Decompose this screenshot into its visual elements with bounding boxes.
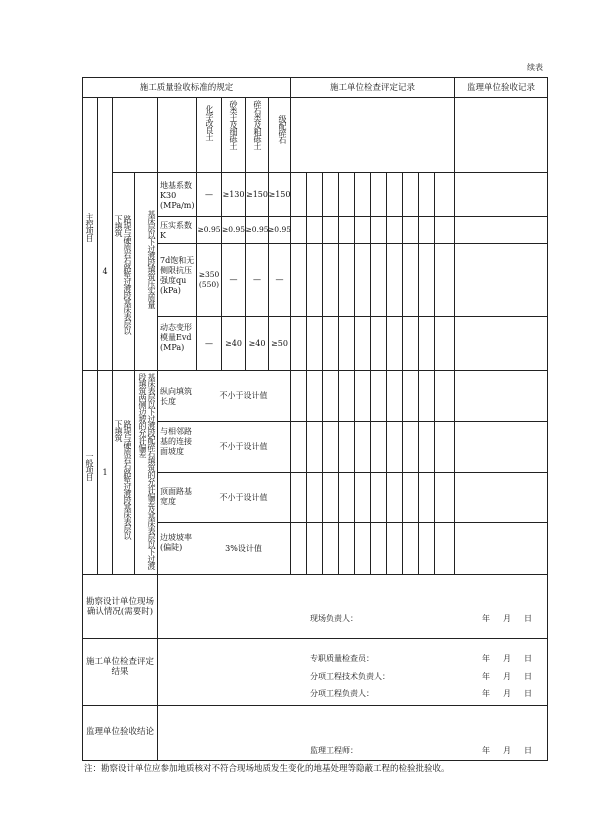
contractor-date-year-3: 年 <box>482 689 490 698</box>
header-standard: 施工质量验收标准的规定 <box>139 82 234 93</box>
supervisor-date-day: 日 <box>524 746 532 755</box>
general-row-slope-label: 与相邻路基的连接面坡度 <box>160 427 192 456</box>
row-k-chemical: ≥0.95 <box>197 225 221 234</box>
general-row-batter-value: 3%设计值 <box>225 543 262 553</box>
main-control-category: 主控项目 <box>85 213 94 241</box>
general-row-width-value: 不小于设计值 <box>219 492 268 502</box>
contractor-date-year-1: 年 <box>482 654 490 663</box>
fill-type-graded: 级配碎石 <box>278 115 287 143</box>
survey-date-day: 日 <box>524 614 532 623</box>
general-row-length-value: 不小于设计值 <box>219 391 268 400</box>
row-k-label: 压实系数K <box>160 221 192 240</box>
contractor-date-day-1: 日 <box>524 654 532 663</box>
survey-person: 现场负责人： <box>310 614 358 623</box>
row-k-sand: ≥0.95 <box>222 225 245 234</box>
general-row-width-label: 顶面路基宽度 <box>160 487 192 506</box>
row-qu-label: 7d饱和无侧限抗压强度qu (kPa) <box>160 256 195 295</box>
fill-type-chemical: 化学改良土 <box>205 105 214 140</box>
contractor-date-day-3: 日 <box>524 689 532 698</box>
row-evd-graded: ≥50 <box>271 338 288 348</box>
general-row-slope-value: 不小于设计值 <box>219 442 268 451</box>
general-number: 1 <box>102 467 108 477</box>
supervisor-person: 监理工程师： <box>310 746 358 755</box>
supervisor-date-month: 月 <box>503 746 511 755</box>
continuation-label: 续表 <box>527 63 543 72</box>
row-qu-graded: — <box>275 275 284 284</box>
fill-type-gravel: 碎石类及粗砾土 <box>253 100 262 149</box>
survey-label: 勘察设计单位现场确认情况(需要时) <box>86 597 155 617</box>
contractor-date-month-1: 月 <box>503 654 511 663</box>
main-control-number: 4 <box>102 266 108 276</box>
row-evd-label: 动态变形模量Evd (MPa) <box>160 323 192 352</box>
contractor-person-lead: 分项工程负责人： <box>310 689 374 698</box>
contractor-date-month-2: 月 <box>503 672 511 681</box>
contractor-person-tech: 分项工程技术负责人： <box>310 672 390 681</box>
header-contractor-record: 施工单位检查评定记录 <box>329 82 415 93</box>
fill-type-sand: 砂类土及细砾土 <box>229 100 238 149</box>
row-qu-gravel: — <box>253 275 261 284</box>
contractor-person-qc: 专职质量检查员： <box>310 654 374 663</box>
row-qu-sand: — <box>229 275 238 284</box>
row-k30-graded: ≥150 <box>268 189 291 199</box>
row-evd-sand: ≥40 <box>225 338 242 348</box>
row-evd-gravel: ≥40 <box>248 338 266 348</box>
general-subitem: 基床表层以下过渡段配碎石填筑的允许偏差及基床表层以下过渡段填筑两侧边坡的允许偏差 <box>138 373 156 569</box>
row-qu-chemical: ≥350(550) <box>198 270 220 289</box>
general-item: 路堤与硬质岩石路堑过渡段基床表层以下填筑 <box>114 420 132 539</box>
contractor-date-month-3: 月 <box>503 689 511 698</box>
supervisor-date-year: 年 <box>482 746 490 755</box>
row-k-graded: ≥0.95 <box>268 225 291 234</box>
header-supervisor-record: 监理单位验收记录 <box>466 82 535 93</box>
row-k-gravel: ≥0.95 <box>245 225 269 234</box>
main-control-item: 路堤与硬质岩石路堑过渡段基床表层以下填筑 <box>114 215 132 334</box>
row-k30-label: 地基系数K30 (MPa/m) <box>160 181 195 210</box>
contractor-label: 施工单位检查评定结果 <box>86 657 155 677</box>
general-row-batter-label: 边坡坡率(偏陡) <box>160 533 192 552</box>
row-evd-chemical: — <box>205 338 213 348</box>
contractor-date-year-2: 年 <box>482 672 490 681</box>
survey-date-year: 年 <box>482 614 490 623</box>
general-row-length-label: 纵向填筑长度 <box>160 387 192 406</box>
survey-date-month: 月 <box>503 614 511 623</box>
contractor-date-day-2: 日 <box>524 672 532 681</box>
row-k30-gravel: ≥150 <box>246 189 268 199</box>
general-category: 一般项目 <box>85 452 94 480</box>
supervisor-label: 监理单位验收结论 <box>86 727 155 737</box>
footnote: 注：勘察设计单位应参加地质核对不符合现场地质发生变化的地基处理等隐蔽工程的检验批验收。 <box>84 764 450 774</box>
row-k30-sand: ≥130 <box>222 189 245 199</box>
main-control-subitem: 基床层以下过渡段填筑压实质量 <box>147 210 156 308</box>
row-k30-chemical: — <box>205 189 213 199</box>
